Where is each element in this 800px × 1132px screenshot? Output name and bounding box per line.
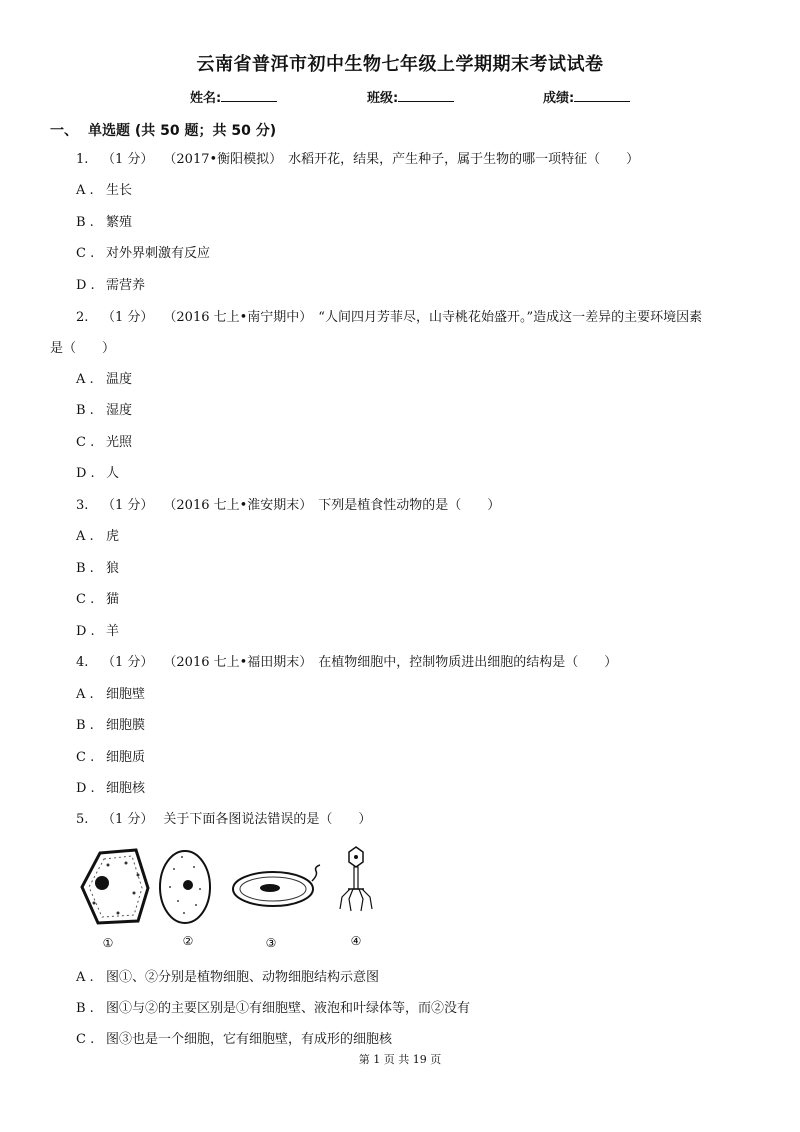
question-source: （2017•衡阳模拟） <box>163 152 283 167</box>
section-heading <box>50 120 276 140</box>
score-field <box>543 87 630 106</box>
q2-option-b: B . 湿度 <box>76 403 133 418</box>
question-text: 关于下面各图说法错误的是（ ） <box>163 812 372 827</box>
question-source: （2016 七上•南宁期中） <box>163 310 313 325</box>
question-number: 3. <box>76 498 89 513</box>
question-2-continued: 是（ ） <box>50 341 116 356</box>
figure-label-2: ② <box>182 934 194 948</box>
q1-option-b: B . 繁殖 <box>76 215 133 230</box>
animal-cell-drawing <box>160 851 210 923</box>
question-3 <box>76 497 500 515</box>
virus-drawing <box>340 847 372 911</box>
name-label: 姓名: <box>190 91 222 106</box>
section-number: 一、 <box>50 123 78 139</box>
question-score: （1 分） <box>102 310 154 325</box>
q3-option-b: B . 狼 <box>76 561 120 576</box>
class-blank <box>398 89 454 102</box>
question-text: 下列是植食性动物的是（ ） <box>318 498 501 513</box>
question-4 <box>76 654 617 672</box>
q4-option-b: B . 细胞膜 <box>76 718 146 733</box>
question-2 <box>76 309 702 327</box>
q2-option-c: C . 光照 <box>76 435 133 450</box>
class-field <box>367 87 454 106</box>
q4-option-a: A . 细胞壁 <box>76 687 146 702</box>
q4-option-d: D . 细胞核 <box>76 781 146 796</box>
q1-option-d: D . 需营养 <box>76 278 146 293</box>
section-title: 单选题 (共 50 题；共 50 分) <box>88 123 277 139</box>
class-label: 班级: <box>367 91 399 106</box>
q5-option-c: C . 图③也是一个细胞，它有细胞壁，有成形的细胞核 <box>76 1032 393 1047</box>
q5-option-b: B . 图①与②的主要区别是①有细胞壁、液泡和叶绿体等，而②没有 <box>76 1001 471 1016</box>
cell-diagrams-svg <box>78 843 388 953</box>
question-text: “人间四月芳菲尽，山寺桃花始盛开。”造成这一差异的主要环境因素 <box>318 310 703 325</box>
question-number: 4. <box>76 655 89 670</box>
q3-option-d: D . 羊 <box>76 624 120 639</box>
question-number: 2. <box>76 310 89 325</box>
question-number: 5. <box>76 812 89 827</box>
q3-option-a: A . 虎 <box>76 529 120 544</box>
name-field <box>190 87 277 106</box>
q1-option-a: A . 生长 <box>76 183 133 198</box>
plant-cell-drawing <box>82 850 148 923</box>
figure-label-1: ① <box>102 936 114 950</box>
q2-option-a: A . 温度 <box>76 372 133 387</box>
q1-option-c: C . 对外界刺激有反应 <box>76 246 211 261</box>
q4-option-c: C . 细胞质 <box>76 750 146 765</box>
cell-diagram-figure <box>78 843 388 953</box>
question-number: 1. <box>76 152 89 167</box>
question-score: （1 分） <box>102 655 154 670</box>
figure-label-3: ③ <box>265 936 277 950</box>
question-score: （1 分） <box>102 812 154 827</box>
question-score: （1 分） <box>102 152 154 167</box>
question-5 <box>76 811 371 829</box>
name-blank <box>221 89 277 102</box>
q5-option-a: A . 图①、②分别是植物细胞、动物细胞结构示意图 <box>76 970 380 985</box>
question-text: 在植物细胞中，控制物质进出细胞的结构是（ ） <box>318 655 618 670</box>
bacterium-drawing <box>233 865 320 906</box>
score-label: 成绩: <box>543 91 575 106</box>
question-source: （2016 七上•淮安期末） <box>163 498 313 513</box>
page-title: 云南省普洱市初中生物七年级上学期期末考试试卷 <box>196 54 604 75</box>
question-score: （1 分） <box>102 498 154 513</box>
question-text: 水稻开花，结果，产生种子，属于生物的哪一项特征（ ） <box>288 152 640 167</box>
question-1 <box>76 151 639 169</box>
question-source: （2016 七上•福田期末） <box>163 655 313 670</box>
q2-option-d: D . 人 <box>76 466 120 481</box>
page-footer: 第 1 页 共 19 页 <box>358 1053 442 1066</box>
q3-option-c: C . 猫 <box>76 592 120 607</box>
score-blank <box>574 89 630 102</box>
figure-label-4: ④ <box>350 934 362 948</box>
